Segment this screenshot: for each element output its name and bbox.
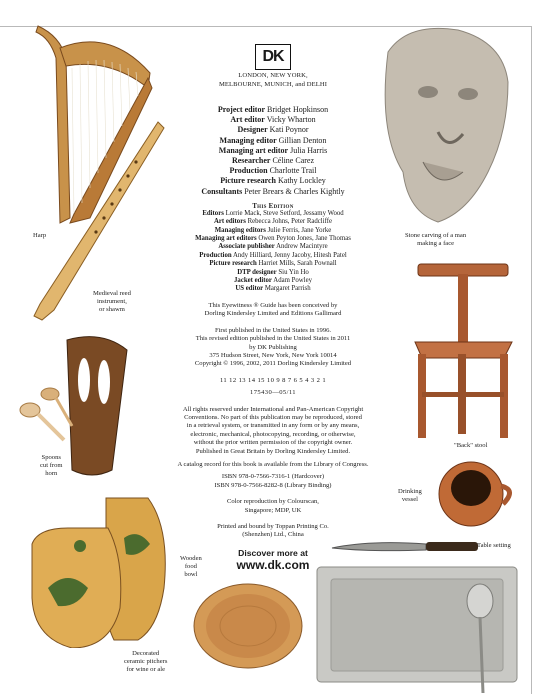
credit-line: Picture research Kathy Lockley: [220, 176, 326, 186]
wooden-bowl-illustration: [190, 582, 308, 672]
color-reproduction: Color reproduction by Colourscan, Singapore; MDP, UK: [227, 498, 319, 514]
credit-line: Managing art editor Julia Harris: [218, 145, 328, 155]
imprint-column: [178, 44, 368, 572]
pewter-tray-illustration: [315, 565, 520, 695]
credit-line: Editors Lorrie Mack, Steve Setford, Jessamy Wood: [202, 209, 344, 217]
credit-line: Managing editor Gillian Denton: [219, 135, 327, 145]
knife-illustration: [330, 538, 480, 556]
credit-line: Production Charlotte Trail: [229, 166, 317, 176]
horn-spoons-illustration: [12, 330, 142, 480]
edition-credits: [178, 210, 368, 294]
original-credits: [178, 105, 368, 197]
credit-line: Designer Kati Poynor: [237, 125, 309, 135]
credit-line: Art editors Rebecca Johns, Peter Radcliffe: [213, 218, 333, 226]
frame-right-rule: [531, 26, 532, 694]
credit-line: Jacket editor Adam Powley: [234, 277, 312, 285]
credit-line: Production Andy Hilliard, Jenny Jacoby, Hitesh Patel: [199, 251, 347, 259]
caption-pitchers: Decorated ceramic pitchers for wine or ale: [124, 650, 168, 673]
back-stool-illustration: [400, 262, 525, 440]
publication-history: First published in the United States in 1996. This revised edition published in the United States in 2011 by DK Publishing 375 Hudson Street, New York, New York 10014 Copyright © 1996, 2002, 2011 Dorling Kindersley Limited: [194, 326, 352, 368]
credit-line: Associate publisher Andrew Macintyre: [218, 243, 328, 251]
credit-line: Picture research Harriet Mills, Sarah Pownall: [209, 260, 337, 268]
caption-stone-carving: Stone carving of a man making a face: [405, 232, 467, 247]
caption-table-setting: Table setting: [477, 542, 511, 549]
stone-carving-illustration: [368, 22, 518, 227]
publisher-places: LONDON, NEW YORK, MELBOURNE, MUNICH, and DELHI: [218, 72, 328, 88]
caption-shawm: Medieval reed instrument, or shawm: [93, 290, 131, 313]
drinking-vessel-illustration: [435, 458, 517, 530]
caption-drinking-vessel: Drinking vessel: [398, 488, 422, 503]
website-link[interactable]: www.dk.com: [236, 557, 310, 572]
isbn-block: ISBN 978-0-7566-7316-1 (Hardcover) ISBN 978-0-7566-8282-8 (Library Binding): [214, 473, 332, 489]
catalog-note: A catalog record for this book is available from the Library of Congress.: [177, 460, 369, 468]
caption-back-stool: "Back" stool: [454, 442, 488, 449]
caption-harp: Harp: [33, 232, 47, 239]
printer-note: Printed and bound by Toppan Printing Co. (Shenzhen) Ltd., China: [217, 523, 329, 539]
caption-spoons: Spoons cut from horn: [40, 454, 63, 477]
discover-heading: Discover more at: [238, 547, 308, 558]
dk-logo: DK: [255, 44, 291, 70]
credit-line: Managing editors Julie Ferris, Jane Yorke: [214, 226, 332, 234]
credit-line: DTP designer Siu Yin Ho: [237, 268, 309, 276]
print-line: 11 12 13 14 15 10 9 8 7 6 5 4 3 2 1: [219, 376, 327, 384]
edition-heading: This Edition: [252, 202, 294, 210]
credit-line: Project editor Bridget Hopkinson: [217, 105, 329, 114]
conceived-note: This Eyewitness ® Guide has been conceived by Dorling Kindersley Limited and Editions Gallimard: [204, 301, 342, 318]
caption-wooden-bowl: Wooden food bowl: [180, 555, 202, 578]
rights-notice: All rights reserved under International and Pan-American Copyright Conventions. No part of this publication may be reproduced, stored in a retrieval system, or transmitted in any form or by any means, electronic, mechanical, photocopying, recording, or otherwise, without the prior written permission of the copyright owner. Published in Great Britain by Dorling Kindersley Limited.: [182, 405, 364, 455]
credit-line: Consultants Peter Brears & Charles Kightly: [201, 186, 345, 196]
code-line: 175430—05/11: [250, 389, 296, 397]
credit-line: US editor Margaret Parrish: [235, 285, 311, 293]
credit-line: Managing art editors Owen Peyton Jones, Jane Thomas: [195, 235, 351, 243]
credit-line: Art editor Vicky Wharton: [230, 115, 316, 125]
credit-line: Researcher Céline Carez: [231, 156, 315, 166]
ceramic-pitchers-illustration: [28, 488, 178, 648]
